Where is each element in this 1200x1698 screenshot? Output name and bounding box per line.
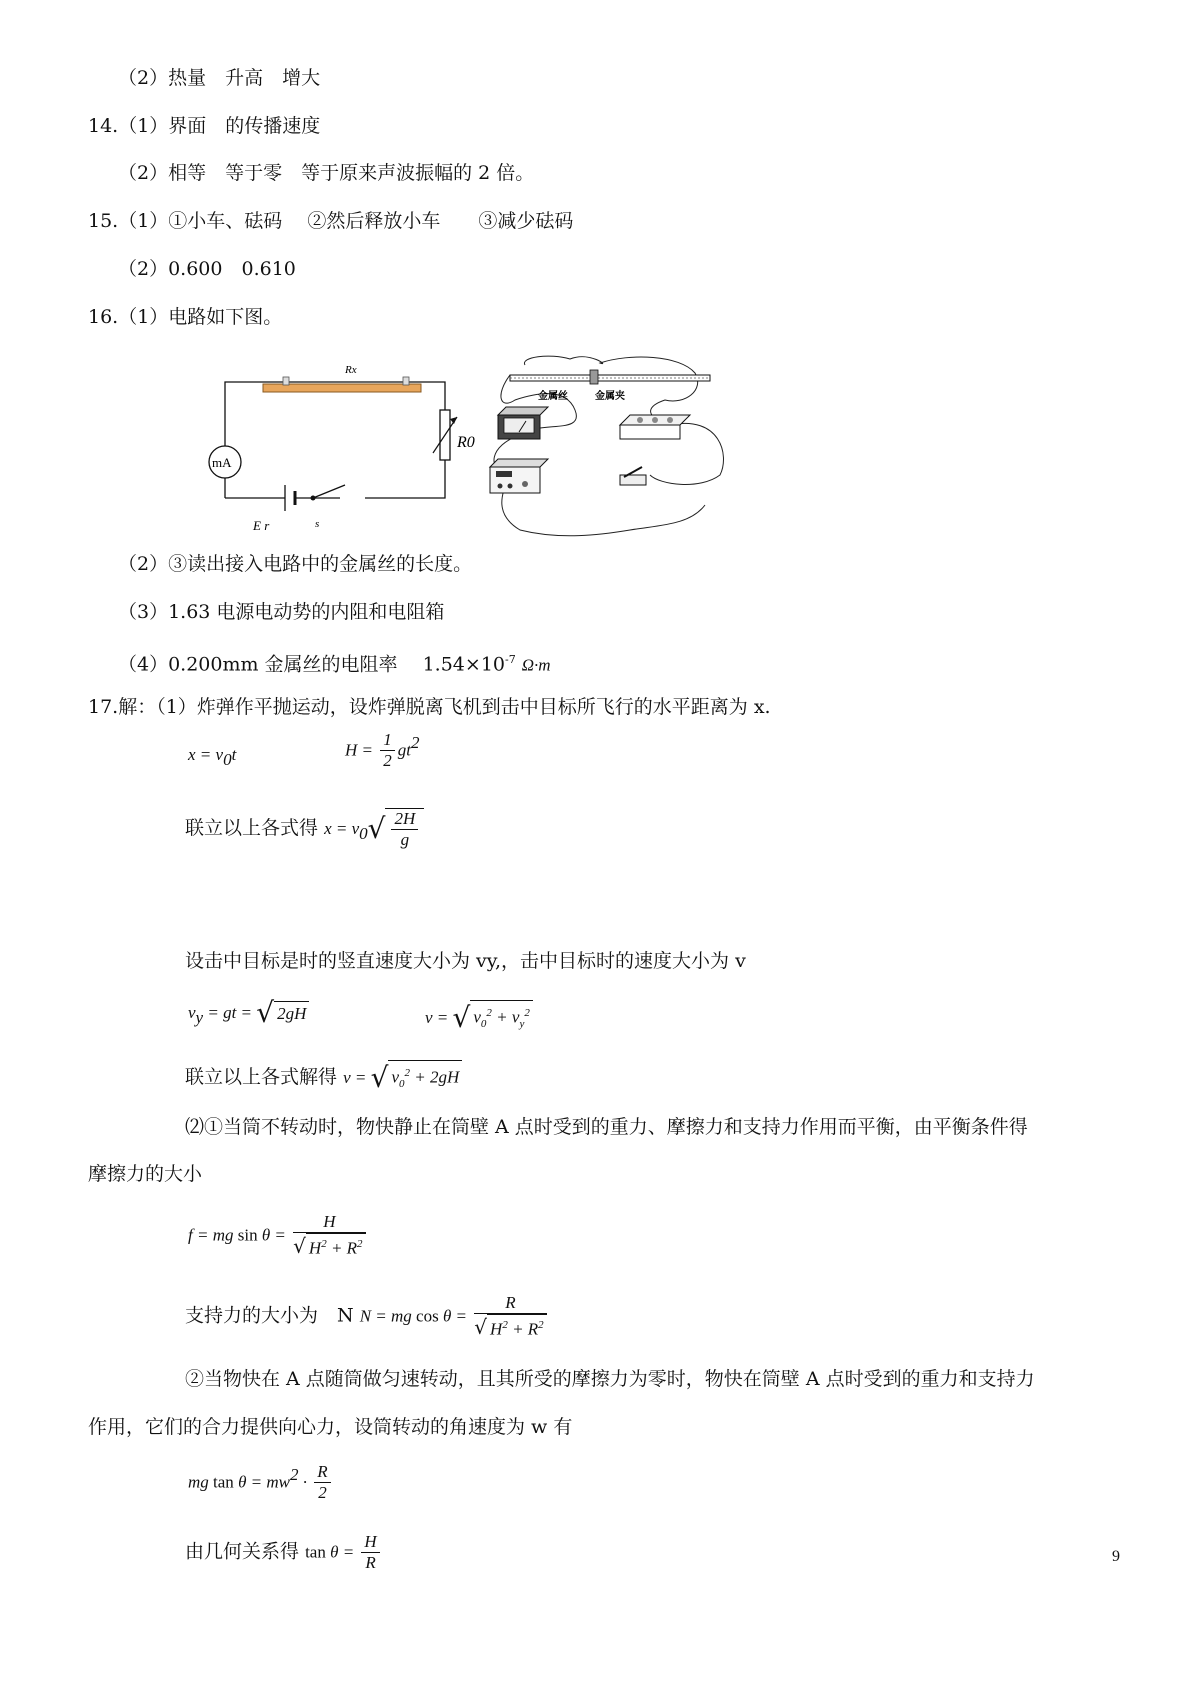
equation-normal-force: 支持力的大小为 N N = mg cos θ = $\frac{R}{√ H^2 + R^2}$ <box>185 1293 550 1340</box>
answer-line: （2）③读出接入电路中的金属丝的长度。 <box>118 553 473 575</box>
circuit-diagram <box>195 355 475 533</box>
answer-line: 17.解：（1）炸弹作平抛运动，设炸弹脱离飞机到击中目标所飞行的水平距离为 x. <box>88 696 771 718</box>
switch-label: s <box>315 518 320 530</box>
geometry-label: 由几何关系得 <box>185 1540 300 1563</box>
equation-vy: $v_y$ = gt = √ 2gH <box>188 1000 309 1030</box>
equation-v: v = √ $v_0^2 + v_y^2$ <box>425 1000 533 1036</box>
combined-label: 联立以上各式得 <box>185 817 319 839</box>
answer-line: ②当物快在 A 点随筒做匀速转动，且其所受的摩擦力为零时，物快在筒壁 A 点时受到的重力和支持力 <box>185 1368 1035 1390</box>
equation-h-half-gt2: H = $\frac{1}{2}$ $gt^2$ <box>345 730 420 770</box>
answer-line: ⑵①当筒不转动时，物快静止在筒壁 A 点时受到的重力、摩擦力和支持力作用而平衡，由平衡条件得 <box>185 1116 1028 1138</box>
apparatus-diagram <box>490 355 765 540</box>
answer-line: （2）0.600 0.610 <box>118 258 296 280</box>
answer-line: （3）1.63 电源电动势的内阻和电阻箱 <box>118 601 445 623</box>
answer-line-geometry: 由几何关系得 tan θ = $\frac{H}{R}$ <box>185 1532 383 1573</box>
metal-clip-label: 金属夹 <box>595 391 625 402</box>
answer-line: 15.（1）①小车、砝码 ②然后释放小车 ③减少砝码 <box>88 210 574 232</box>
metal-wire-label: 金属丝 <box>538 391 568 402</box>
answer-line: 设击中目标是时的竖直速度大小为 vy,，击中目标时的速度大小为 v <box>185 950 746 972</box>
resistivity-unit: Ω·m <box>521 655 551 675</box>
answer-line: （2）热量 升高 增大 <box>118 67 321 89</box>
resistivity-exponent: -7 <box>505 653 516 666</box>
ma-meter-label: mA <box>212 455 232 470</box>
combined-v-label: 联立以上各式解得 <box>185 1066 338 1089</box>
rx-label: Rx <box>345 364 357 376</box>
page-number: 9 <box>1112 1548 1120 1565</box>
equation-centripetal: mg $\tan \theta = mw^2$ · $\frac{R}{2}$ <box>188 1462 334 1503</box>
answer-line: （2）相等 等于零 等于原来声波振幅的 2 倍。 <box>118 162 535 184</box>
answer-line: 摩擦力的大小 <box>88 1163 203 1185</box>
answer-line-combined-v: 联立以上各式解得 v = √ $v_0^2 + 2gH$ <box>185 1060 462 1096</box>
source-label: E r <box>253 518 270 533</box>
r0-label: R0 <box>457 434 475 451</box>
equation-friction: f = mg sin θ = $\frac{H}{√ H^2 + R^2}$ <box>188 1212 369 1259</box>
answer-line: 作用，它们的合力提供向心力，设筒转动的角速度为 w 有 <box>88 1416 573 1438</box>
answer-line-resistivity <box>118 648 551 677</box>
answer-line-combined-x: 联立以上各式得 $x = v_0√$ $\frac{2H}{g}$ <box>185 808 424 850</box>
answer-line: 14.（1）界面 的传播速度 <box>88 115 321 137</box>
normal-force-label: 支持力的大小为 N <box>185 1304 354 1327</box>
equation-x-v0t: $x = v_0t$ <box>188 745 237 769</box>
answer-line: 16.（1）电路如下图。 <box>88 306 283 328</box>
resistivity-text: （4）0.200mm 金属丝的电阻率 1.54×10 <box>118 653 505 676</box>
